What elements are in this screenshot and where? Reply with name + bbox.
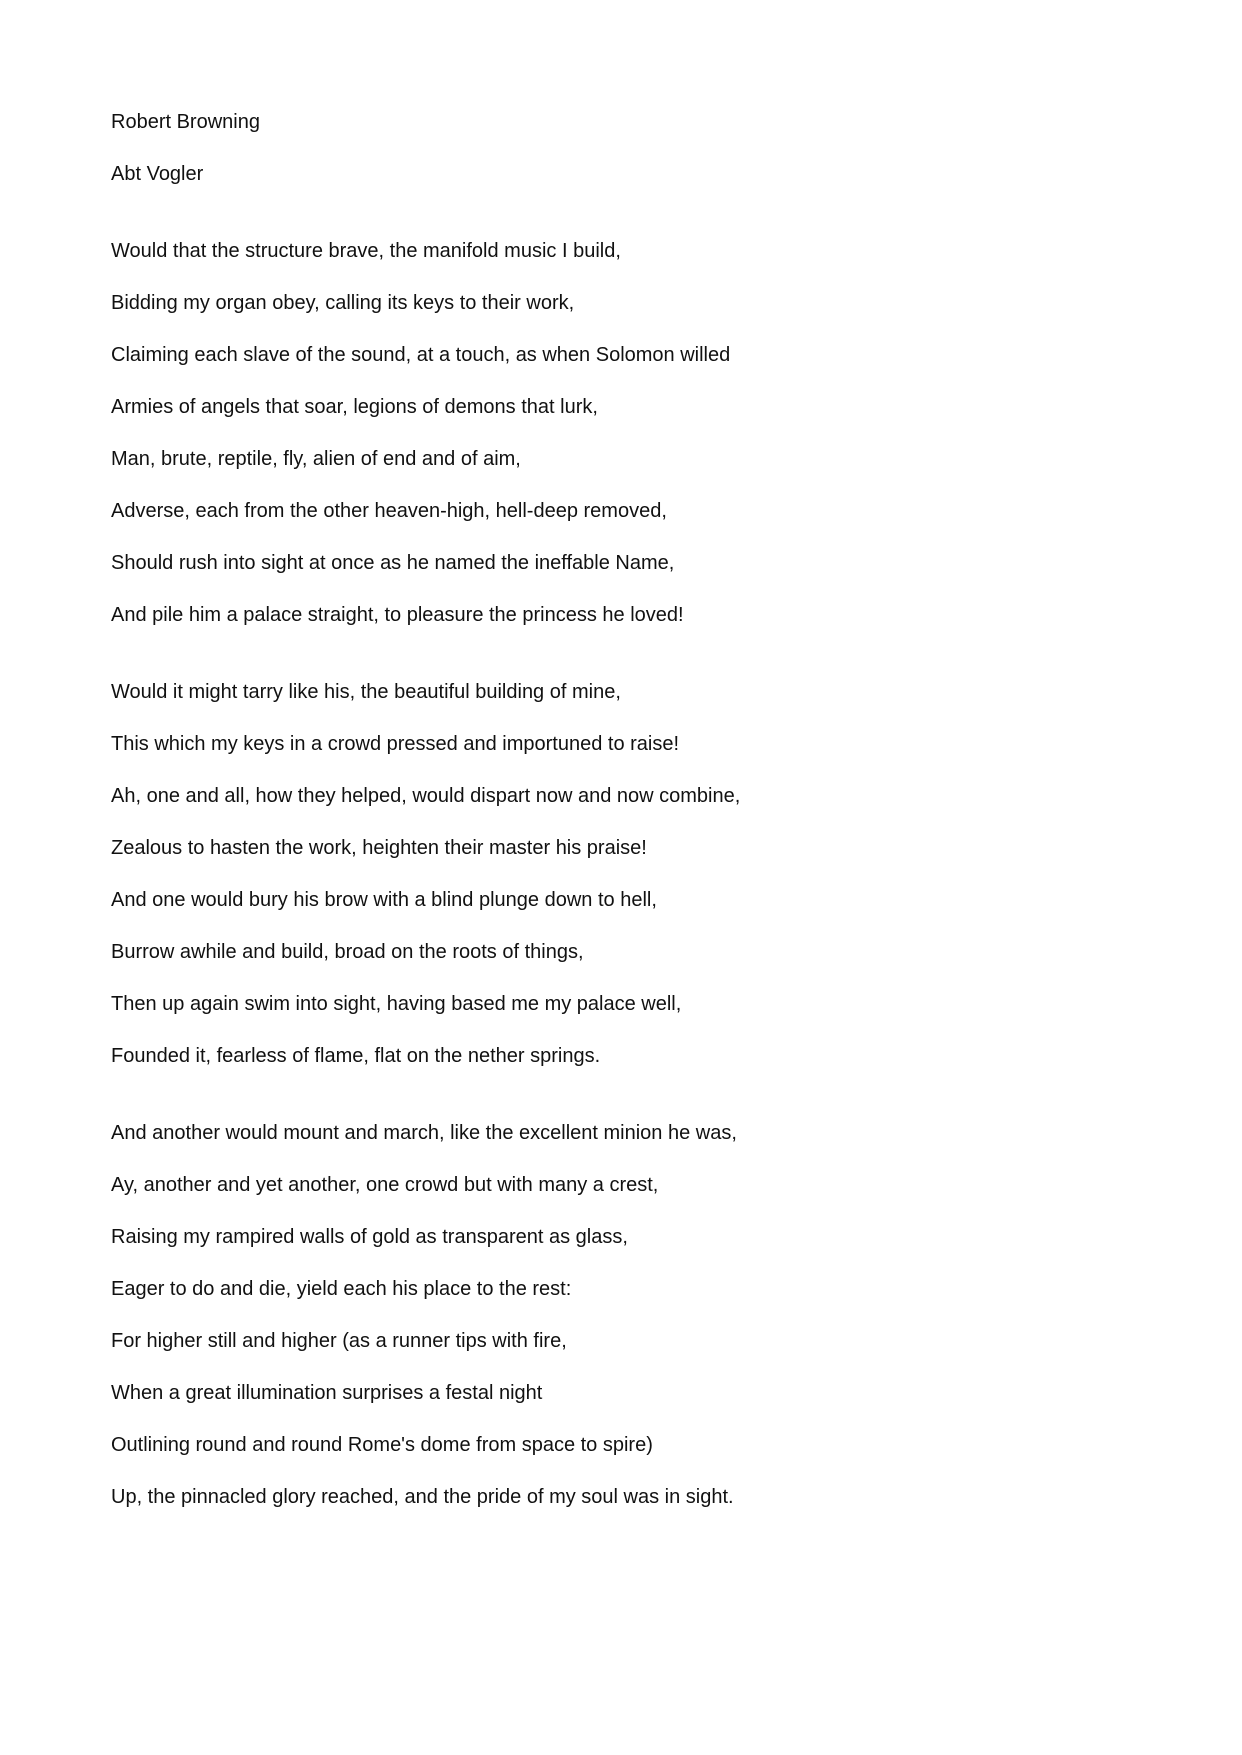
poem-line: Man, brute, reptile, fly, alien of end and of aim,: [111, 448, 521, 470]
poem-line: For higher still and higher (as a runner tips with fire,: [111, 1330, 567, 1352]
poem-line: And pile him a palace straight, to pleasure the princess he loved!: [111, 604, 684, 626]
poem-line: And another would mount and march, like the excellent minion he was,: [111, 1122, 737, 1144]
poem-line: Ah, one and all, how they helped, would dispart now and now combine,: [111, 785, 741, 807]
stanza: [111, 239, 1131, 628]
poem-line: Raising my rampired walls of gold as transparent as glass,: [111, 1226, 628, 1248]
poem-line: Founded it, fearless of flame, flat on the nether springs.: [111, 1045, 601, 1067]
poem-line: Bidding my organ obey, calling its keys to their work,: [111, 292, 575, 314]
poem-line: Eager to do and die, yield each his place to the rest:: [111, 1278, 572, 1300]
document-page: [111, 110, 1131, 1562]
poem-line: Should rush into sight at once as he named the ineffable Name,: [111, 552, 675, 574]
author-name: Robert Browning: [111, 111, 260, 133]
poem-title: Abt Vogler: [111, 163, 204, 185]
poem-line: This which my keys in a crowd pressed and importuned to raise!: [111, 733, 680, 755]
poem-line: Burrow awhile and build, broad on the roots of things,: [111, 941, 584, 963]
poem-line: Outlining round and round Rome's dome from space to spire): [111, 1434, 653, 1456]
poem-line: Claiming each slave of the sound, at a touch, as when Solomon willed: [111, 344, 731, 366]
poem-line: When a great illumination surprises a festal night: [111, 1382, 543, 1404]
poem-line: Zealous to hasten the work, heighten their master his praise!: [111, 837, 647, 859]
poem-line: Ay, another and yet another, one crowd but with many a crest,: [111, 1174, 659, 1196]
document-header: [111, 110, 1131, 187]
poem-line: And one would bury his brow with a blind plunge down to hell,: [111, 889, 657, 911]
stanza: [111, 680, 1131, 1069]
poem-line: Adverse, each from the other heaven-high, hell-deep removed,: [111, 500, 667, 522]
stanza: [111, 1121, 1131, 1510]
poem-line: Then up again swim into sight, having based me my palace well,: [111, 993, 682, 1015]
poem-line: Would that the structure brave, the manifold music I build,: [111, 240, 621, 262]
poem-line: Would it might tarry like his, the beautiful building of mine,: [111, 681, 621, 703]
poem-line: Up, the pinnacled glory reached, and the pride of my soul was in sight.: [111, 1486, 734, 1508]
poem-line: Armies of angels that soar, legions of demons that lurk,: [111, 396, 598, 418]
